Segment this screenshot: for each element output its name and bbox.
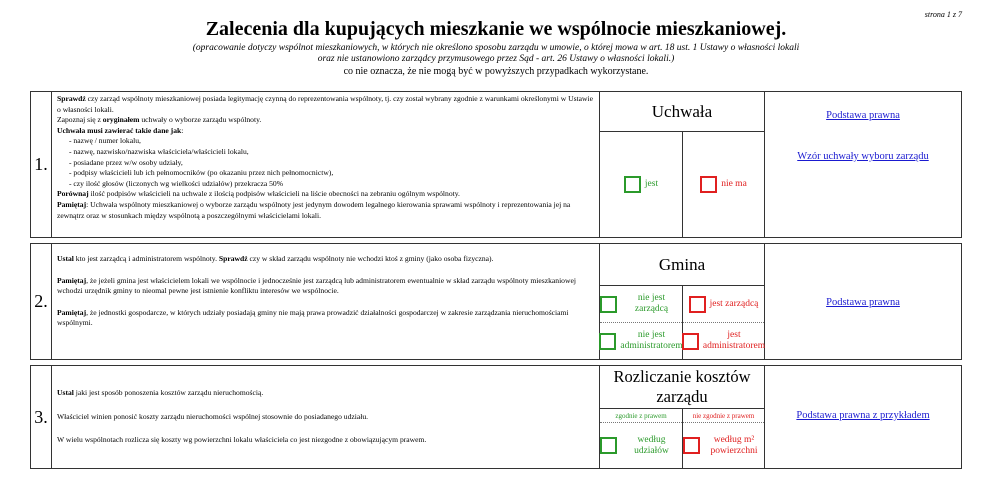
section-number: 3. [31,366,52,468]
checkbox-label: nie jest administratorem [620,330,683,351]
checklist-column-positive [600,409,682,468]
list-item: - posiadane przez w/w osoby udziały, [69,157,183,167]
links-panel [765,366,961,468]
text-paragraph [57,388,593,399]
section-gmina [30,243,962,360]
checklist-column-negative [682,286,764,359]
checklist-column-negative [682,132,764,237]
checkbox-option[interactable] [683,322,764,359]
page-subtitle [0,43,992,65]
section-uchwala [30,91,962,238]
checkbox-label: jest administratorem [702,330,766,351]
bold-term: Ustal [57,254,74,263]
checkbox-option[interactable] [683,423,764,468]
checkbox-label: według m² powierzchni [710,434,758,456]
column-header: zgodnie z prawem [600,409,682,423]
list-item: - podpisy właścicieli lub ich pełnomocników (po okazaniu przez nich pełnomocnictw), [69,168,334,178]
bold-term: Sprawdź [218,254,248,263]
checklist-column-negative [682,409,764,468]
section-text [52,92,600,237]
checkbox-icon[interactable] [689,296,706,313]
checklist-grid [600,132,764,237]
checkbox-icon[interactable] [600,296,617,313]
checklist-panel [600,92,765,237]
bold-term: oryginałem [102,115,140,125]
bold-term: Sprawdź [57,94,86,103]
legal-basis-link[interactable]: Podstawa prawna [826,110,900,121]
text-span: , że jeżeli gmina jest właścicielem lokali we wspólnocie i jednocześnie jest zarządcą lub administratorem ewentualnie w skład zarządu wspólnoty mieszkaniowej wchodzi urzędnik gminy to nieomal pewne jest istnienie konfliktu interesów we wspólnocie. [57,275,576,296]
text-span: uchwały o wyborze zarządu wspólnoty. [139,115,262,125]
checkbox-icon[interactable] [683,437,700,454]
checklist-grid [600,409,764,468]
text-paragraph [57,94,593,115]
section-text [52,366,600,468]
checklist-column-positive [600,132,682,237]
checkbox-option[interactable] [600,322,682,359]
text-span: kto jest zarządcą i administratorem wspólnoty. [73,254,219,263]
text-span: : [181,125,184,135]
page-note: co nie oznacza, że nie mogą być w powyższych przypadkach wykorzystane. [343,66,649,77]
list-item: - czy ilość głosów (liczonych wg wielkości udziałów) przekracza 50% [69,178,284,188]
checkbox-label: jest [644,179,659,189]
bold-term: Pamiętaj [57,275,87,285]
subtitle-line-2: oraz nie ustanowiono zarządcy przymusowego przez Sąd - art. 26 Ustawy o własności lokali.) [317,54,675,64]
checkbox-label: według udziałów [634,434,669,456]
text-paragraph [57,126,593,137]
checkbox-icon[interactable] [600,437,617,454]
bold-term: Uchwała musi zawierać takie dane jak [57,125,182,135]
checklist-title: Rozliczanie kosztów zarządu [600,366,764,409]
checkbox-icon[interactable] [624,176,641,193]
links-panel [765,92,961,237]
checklist-column-positive [600,286,682,359]
section-number: 1. [31,92,52,237]
text-span: jaki jest sposób ponoszenia kosztów zarządu nieruchomością. [73,388,264,397]
column-header: nie zgodnie z prawem [683,409,764,423]
checkbox-option[interactable] [600,286,682,322]
text-paragraph: Właściciel winien ponosić koszty zarządu nieruchomości wspólnej stosownie do posiadanego udziału. [57,411,369,421]
checkbox-option[interactable] [600,423,682,468]
checkbox-icon[interactable] [700,176,717,193]
bold-term: Porównaj [57,189,89,199]
section-rozliczanie [30,365,962,469]
section-text [52,244,600,359]
text-paragraph [57,276,593,297]
subtitle-line-1: (opracowanie dotyczy wspólnot mieszkaniowych, w których nie określono sposobu zarządu w umowie, o której mowa w art. 18 ust. 1 Ustawy o własności lokali [192,43,800,53]
checkbox-option[interactable] [683,286,764,322]
text-span: : Uchwała wspólnoty mieszkaniowej o wyborze zarządu wspólnoty jest jedynym dowodem legalnego kierowania sprawami wspólnoty i reprezentowania jej na zewnątrz oraz w stosunkach między wspólnotą a poszczególnymi właścicielami lokali. [57,199,571,220]
bold-term: Ustal [57,388,74,397]
text-span: Zapoznaj się z [57,115,103,125]
checkbox-icon[interactable] [599,333,616,350]
text-span: czy zarząd wspólnoty mieszkaniowej posiada legitymację czynną do reprezentowania wspólnoty, tj. czy został wybrany zgodnie z warunkami określonymi w Ustawie o własności lokali. [57,94,593,114]
links-panel [765,244,961,359]
checklist-panel [600,366,765,468]
checkbox-label: nie jest zarządcą [634,293,669,314]
checkbox-icon[interactable] [682,333,699,350]
checklist-title: Uchwała [600,92,764,132]
page-number: strona 1 z 7 [924,10,962,19]
text-paragraph [57,308,593,329]
list-item: - nazwę, nazwisko/nazwiska właściciela/właścicieli lokalu, [69,146,249,156]
page-title: Zalecenia dla kupujących mieszkanie we wspólnocie mieszkaniowej. [205,18,787,40]
checkbox-label: nie ma [721,179,747,189]
checkbox-option[interactable] [600,132,682,237]
text-span: ilość podpisów właścicieli na uchwale z ilością podpisów właścicieli na liście obecności na zebraniu ogólnym wspólnoty. [88,189,460,199]
text-paragraph [57,189,593,200]
list-item: - nazwę / numer lokalu, [69,136,141,146]
text-paragraph [57,254,593,265]
checklist-title: Gmina [600,244,764,286]
bold-term: Pamiętaj [57,199,87,209]
resolution-template-link[interactable]: Wzór uchwały wyboru zarządu [797,151,929,162]
text-paragraph [57,115,593,126]
text-span: czy w skład zarządu wspólnoty nie wchodzi ktoś z gminy (jako osoba fizyczna). [247,254,494,263]
bold-term: Pamiętaj [57,307,87,317]
section-number: 2. [31,244,52,359]
text-paragraph: W wielu wspólnotach rozlicza się koszty wg powierzchni lokalu właściciela co jest niezgodne z obowiązującym prawem. [57,435,427,445]
checkbox-option[interactable] [683,132,764,237]
legal-basis-example-link[interactable]: Podstawa prawna z przykładem [796,410,930,421]
checklist-grid [600,286,764,359]
checklist-panel [600,244,765,359]
text-paragraph [57,200,593,221]
checkbox-label: jest zarządcą [709,298,759,309]
legal-basis-link[interactable]: Podstawa prawna [826,297,900,308]
text-span: , że jednostki gospodarcze, w których udziały posiadają gminy nie mają prawa prowadzić działalności gospodarczej w zakresie zarządzania nieruchomościami wspólnymi. [57,307,569,328]
